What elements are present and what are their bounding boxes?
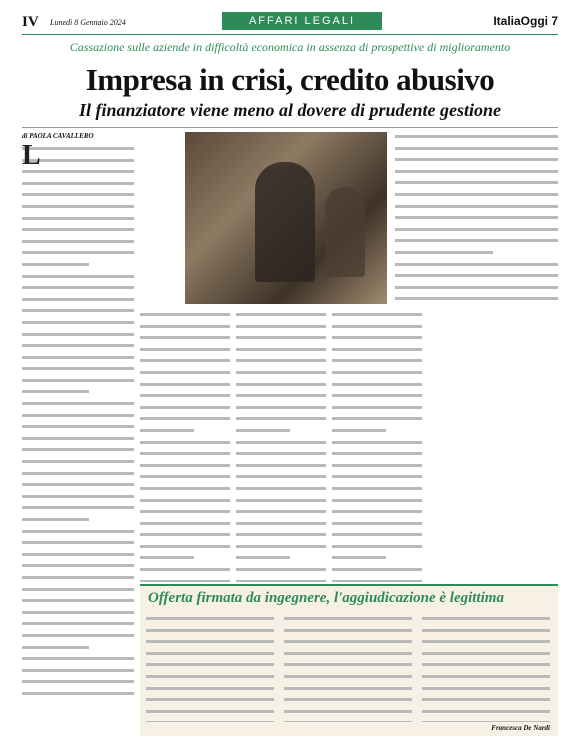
text-line-placeholder	[140, 580, 230, 582]
text-line-placeholder	[22, 275, 134, 284]
text-line-placeholder	[395, 193, 558, 202]
text-line-placeholder	[395, 228, 558, 237]
text-line-placeholder	[284, 698, 412, 707]
text-line-placeholder	[422, 652, 550, 661]
text-line-placeholder	[146, 652, 274, 661]
text-line-placeholder	[236, 556, 290, 565]
text-line-placeholder	[332, 475, 422, 484]
text-line-placeholder	[22, 483, 134, 492]
article-dropcap: L	[22, 144, 41, 171]
text-line-placeholder	[22, 402, 134, 411]
text-line-placeholder	[22, 286, 134, 295]
text-line-placeholder	[146, 710, 274, 719]
text-line-placeholder	[422, 663, 550, 672]
text-line-placeholder	[22, 205, 134, 214]
text-line-placeholder	[236, 429, 290, 438]
text-line-placeholder	[332, 313, 422, 322]
text-line-placeholder	[395, 147, 558, 156]
text-line-placeholder	[236, 383, 326, 392]
text-line-placeholder	[22, 541, 134, 550]
text-line-placeholder	[422, 640, 550, 649]
text-line-placeholder	[140, 371, 230, 380]
text-line-placeholder	[395, 239, 558, 248]
sidebar-box-title: Offerta firmata da ingegnere, l'aggiudicazione è legittima	[148, 590, 504, 606]
text-line-placeholder	[284, 617, 412, 626]
text-line-placeholder	[140, 394, 230, 403]
text-line-placeholder	[22, 553, 134, 562]
text-line-placeholder	[236, 580, 326, 582]
text-line-placeholder	[140, 545, 230, 554]
text-line-placeholder	[332, 325, 422, 334]
text-line-placeholder	[236, 533, 326, 542]
text-line-placeholder	[140, 556, 194, 565]
article-column-4	[332, 310, 422, 582]
header-rule	[22, 34, 558, 35]
text-line-placeholder	[140, 475, 230, 484]
text-line-placeholder	[22, 414, 134, 423]
text-line-placeholder	[22, 692, 134, 700]
text-line-placeholder	[22, 460, 134, 469]
text-line-placeholder	[395, 205, 558, 214]
text-line-placeholder	[395, 181, 558, 190]
text-line-placeholder	[22, 390, 89, 399]
text-line-placeholder	[22, 425, 134, 434]
text-line-placeholder	[22, 680, 134, 689]
text-line-placeholder	[236, 568, 326, 577]
text-line-placeholder	[146, 629, 274, 638]
text-line-placeholder	[236, 371, 326, 380]
text-line-placeholder	[236, 336, 326, 345]
text-line-placeholder	[332, 556, 386, 565]
text-line-placeholder	[140, 522, 230, 531]
text-line-placeholder	[332, 406, 422, 415]
text-line-placeholder	[422, 629, 550, 638]
text-line-placeholder	[146, 698, 274, 707]
text-line-placeholder	[22, 634, 134, 643]
text-line-placeholder	[22, 669, 134, 678]
text-line-placeholder	[146, 663, 274, 672]
text-line-placeholder	[284, 640, 412, 649]
text-line-placeholder	[140, 429, 194, 438]
text-line-placeholder	[140, 348, 230, 357]
text-line-placeholder	[22, 344, 134, 353]
text-line-placeholder	[140, 417, 230, 426]
article-column-top-right	[395, 132, 558, 302]
headline-rule	[22, 127, 558, 128]
text-line-placeholder	[140, 325, 230, 334]
text-line-placeholder	[332, 522, 422, 531]
text-line-placeholder	[395, 158, 558, 167]
text-line-placeholder	[284, 687, 412, 696]
text-line-placeholder	[22, 588, 134, 597]
text-line-placeholder	[22, 657, 134, 666]
text-line-placeholder	[236, 441, 326, 450]
text-line-placeholder	[22, 448, 134, 457]
text-line-placeholder	[236, 499, 326, 508]
text-line-placeholder	[140, 568, 230, 577]
text-line-placeholder	[236, 452, 326, 461]
text-line-placeholder	[22, 576, 134, 585]
text-line-placeholder	[22, 564, 134, 573]
text-line-placeholder	[332, 441, 422, 450]
text-line-placeholder	[236, 487, 326, 496]
text-line-placeholder	[146, 687, 274, 696]
text-line-placeholder	[236, 325, 326, 334]
text-line-placeholder	[422, 698, 550, 707]
text-line-placeholder	[22, 506, 134, 515]
text-line-placeholder	[332, 580, 422, 582]
text-line-placeholder	[236, 510, 326, 519]
text-line-placeholder	[22, 240, 134, 249]
article-subhead: Il finanziatore viene meno al dovere di prudente gestione	[79, 100, 501, 120]
text-line-placeholder	[22, 646, 89, 655]
text-line-placeholder	[236, 394, 326, 403]
text-line-placeholder	[332, 452, 422, 461]
text-line-placeholder	[422, 710, 550, 719]
sidebar-box-column-3	[422, 614, 550, 722]
text-line-placeholder	[140, 533, 230, 542]
article-column-3	[236, 310, 326, 582]
text-line-placeholder	[332, 359, 422, 368]
text-line-placeholder	[284, 652, 412, 661]
text-line-placeholder	[236, 475, 326, 484]
text-line-placeholder	[22, 437, 134, 446]
text-line-placeholder	[140, 336, 230, 345]
text-line-placeholder	[395, 286, 558, 295]
text-line-placeholder	[22, 263, 89, 272]
text-line-placeholder	[236, 522, 326, 531]
text-line-placeholder	[395, 263, 558, 272]
text-line-placeholder	[22, 495, 134, 504]
text-line-placeholder	[146, 617, 274, 626]
text-line-placeholder	[236, 313, 326, 322]
text-line-placeholder	[140, 452, 230, 461]
text-line-placeholder	[332, 464, 422, 473]
text-line-placeholder	[22, 611, 134, 620]
text-line-placeholder	[140, 406, 230, 415]
text-line-placeholder	[22, 379, 134, 388]
text-line-placeholder	[140, 464, 230, 473]
article-photo	[185, 132, 387, 304]
text-line-placeholder	[332, 487, 422, 496]
page-header	[22, 12, 558, 34]
article-column-1	[22, 144, 134, 700]
article-headline: Impresa in crisi, credito abusivo	[85, 62, 495, 97]
text-line-placeholder	[140, 313, 230, 322]
text-line-placeholder	[140, 383, 230, 392]
text-line-placeholder	[395, 135, 558, 144]
text-line-placeholder	[22, 518, 89, 527]
text-line-placeholder	[236, 545, 326, 554]
text-line-placeholder	[422, 617, 550, 626]
text-line-placeholder	[22, 367, 134, 376]
text-line-placeholder	[22, 217, 134, 226]
text-line-placeholder	[395, 274, 558, 283]
text-line-placeholder	[22, 599, 134, 608]
text-line-placeholder	[236, 359, 326, 368]
issue-date: Lunedì 8 Gennaio 2024	[50, 18, 126, 27]
article-byline: di PAOLA CAVALLERO	[22, 132, 94, 140]
text-line-placeholder	[332, 533, 422, 542]
text-line-placeholder	[332, 510, 422, 519]
text-line-placeholder	[146, 675, 274, 684]
text-line-placeholder	[22, 333, 134, 342]
text-line-placeholder	[146, 640, 274, 649]
text-line-placeholder	[236, 464, 326, 473]
text-line-placeholder	[332, 545, 422, 554]
text-line-placeholder	[236, 348, 326, 357]
publication-brand: ItaliaOggi 7	[493, 14, 558, 28]
text-line-placeholder	[395, 216, 558, 225]
text-line-placeholder	[332, 394, 422, 403]
text-line-placeholder	[395, 297, 558, 302]
text-line-placeholder	[332, 417, 422, 426]
text-line-placeholder	[22, 170, 134, 179]
text-line-placeholder	[332, 568, 422, 577]
text-line-placeholder	[140, 510, 230, 519]
sidebar-box	[140, 584, 558, 736]
text-line-placeholder	[22, 530, 134, 539]
text-line-placeholder	[284, 710, 412, 719]
text-line-placeholder	[146, 721, 274, 722]
sidebar-box-signature: Francesca De Nardi	[491, 724, 550, 732]
text-line-placeholder	[22, 356, 134, 365]
article-column-2	[140, 310, 230, 582]
text-line-placeholder	[332, 336, 422, 345]
text-line-placeholder	[332, 429, 386, 438]
text-line-placeholder	[22, 622, 134, 631]
text-line-placeholder	[332, 371, 422, 380]
text-line-placeholder	[284, 629, 412, 638]
text-line-placeholder	[22, 309, 134, 318]
text-line-placeholder	[22, 321, 134, 330]
text-line-placeholder	[422, 687, 550, 696]
article-kicker: Cassazione sulle aziende in difficoltà economica in assenza di prospettive di miglioramento	[69, 40, 511, 54]
page-number: IV	[22, 14, 39, 30]
text-line-placeholder	[284, 663, 412, 672]
photo-figure-secondary	[325, 187, 365, 277]
text-line-placeholder	[395, 251, 493, 260]
text-line-placeholder	[22, 251, 134, 260]
text-line-placeholder	[140, 499, 230, 508]
text-line-placeholder	[284, 721, 412, 722]
text-line-placeholder	[22, 298, 134, 307]
text-line-placeholder	[22, 193, 134, 202]
text-line-placeholder	[284, 675, 412, 684]
text-line-placeholder	[395, 170, 558, 179]
photo-figure	[255, 162, 315, 282]
section-label: AFFARI LEGALI	[222, 12, 382, 30]
text-line-placeholder	[140, 441, 230, 450]
text-line-placeholder	[332, 499, 422, 508]
text-line-placeholder	[422, 675, 550, 684]
text-line-placeholder	[140, 487, 230, 496]
sidebar-box-column-1	[146, 614, 274, 722]
sidebar-box-column-2	[284, 614, 412, 722]
text-line-placeholder	[236, 406, 326, 415]
text-line-placeholder	[332, 383, 422, 392]
text-line-placeholder	[22, 228, 134, 237]
text-line-placeholder	[332, 348, 422, 357]
text-line-placeholder	[422, 721, 550, 722]
text-line-placeholder	[22, 182, 134, 191]
text-line-placeholder	[236, 417, 326, 426]
text-line-placeholder	[140, 359, 230, 368]
text-line-placeholder	[22, 472, 134, 481]
